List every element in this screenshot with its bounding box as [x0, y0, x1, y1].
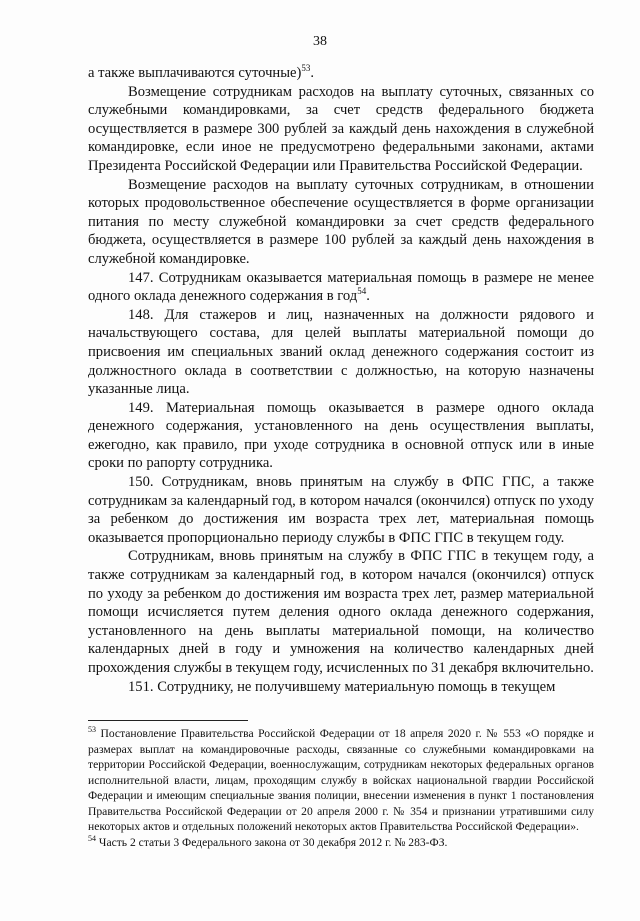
paragraph-continuation: [88, 64, 594, 83]
paragraph-150-calculation: [88, 547, 594, 677]
paragraph-text: Сотрудникам, вновь принятым на службу в ФПС ГПС в текущем году, а также сотрудникам за календарный год, в котором начался (окончился) отпуск по уходу за ребенком до достижения им возраста трех лет, размер материальной помощи исчисляется путем деления одного оклада денежного содержания, установленного на день выплаты материальной помощи, на количество календарных дней в году и умножения на количество календарных дней прохождения службы в текущем году, исчисленных по 31 декабря включительно.: [88, 548, 594, 676]
paragraph-text: 150. Сотрудникам, вновь принятым на службу в ФПС ГПС, а также сотрудникам за календарный год, в котором начался (окончился) отпуск по уходу за ребенком до достижения им возраста трех лет, материальная помощь оказывается пропорционально периоду службы в ФПС ГПС в текущем году.: [88, 474, 594, 546]
paragraph-text: 149. Материальная помощь оказывается в размере одного оклада денежного содержания, установленного на день осуществления выплаты, ежегодно, как правило, при уходе сотрудника в основной отпуск или в иные сроки по рапорту сотрудника.: [88, 399, 594, 472]
document-body: [88, 64, 594, 696]
paragraph-punctuation: .: [366, 288, 370, 305]
paragraph-text: 147. Сотрудникам оказывается материальная помощь в размере не менее одного оклада денежного содержания в год: [88, 269, 594, 305]
paragraph-text: Возмещение сотрудникам расходов на выплату суточных, связанных со служебными командировками, за счет средств федерального бюджета осуществляется в размере 300 рублей за каждый день нахождения в служебной командировке, если иное не предусмотрено федеральными законами, актами Президента Российской Федерации или Правительства Российской Федерации.: [88, 83, 594, 174]
paragraph-text: 148. Для стажеров и лиц, назначенных на должности рядового и начальствующего состава, для целей выплаты материальной помощи до присвоения им специальных званий оклад денежного содержания состоит из должностного оклада в соответствии с должностью, на которую назначены указанные лица.: [88, 306, 594, 398]
paragraph-text: а также выплачиваются суточные): [88, 65, 302, 81]
paragraph-148: [88, 306, 594, 399]
paragraph-151: [88, 678, 594, 697]
footnote-divider: [88, 720, 248, 721]
page-number: 38: [313, 34, 327, 49]
footnote-54: [88, 835, 594, 851]
footnotes: [88, 726, 594, 850]
paragraph-per-diem-300: [88, 83, 594, 176]
paragraph-text: Возмещение расходов на выплату суточных сотрудникам, в отношении которых продовольственное обеспечение осуществляется в форме организации питания по месту служебной командировки за счет средств федерального бюджета, осуществляется в размере 100 рублей за каждый день нахождения в служебной командировке.: [88, 176, 594, 267]
footnote-number: 53: [88, 725, 96, 735]
paragraph-text: 151. Сотруднику, не получившему материальную помощь в текущем: [128, 678, 556, 695]
footnote-text: Часть 2 статьи 3 Федерального закона от 30 декабря 2012 г. № 283-ФЗ.: [98, 835, 448, 849]
footnote-reference: 53: [301, 63, 311, 74]
paragraph-150: [88, 473, 594, 547]
paragraph-per-diem-100: [88, 176, 594, 269]
paragraph-149: [88, 399, 594, 473]
footnote-reference: 54: [357, 286, 367, 297]
paragraph-147: [88, 269, 594, 306]
footnote-text: Постановление Правительства Российской Федерации от 18 апреля 2020 г. № 553 «О порядке и размерах выплат на командировочные расходы, связанные со служебными командировками на территории Российской Федерации, военнослужащим, сотрудникам некоторых федеральных органов исполнительной власти, лицам, проходящим службу в войсках национальной гвардии Российской Федерации и имеющим специальные звания полиции, внесении изменения в пункт 1 постановления Правительства Российской Федерации от 20 апреля 2000 г. № 354 и признании утратившими силу некоторых актов и отдельных положений некоторых актов Правительства Российской Федерации».: [88, 727, 594, 833]
footnote-53: [88, 726, 594, 835]
paragraph-punctuation: .: [310, 65, 315, 81]
footnote-number: 54: [88, 833, 96, 843]
